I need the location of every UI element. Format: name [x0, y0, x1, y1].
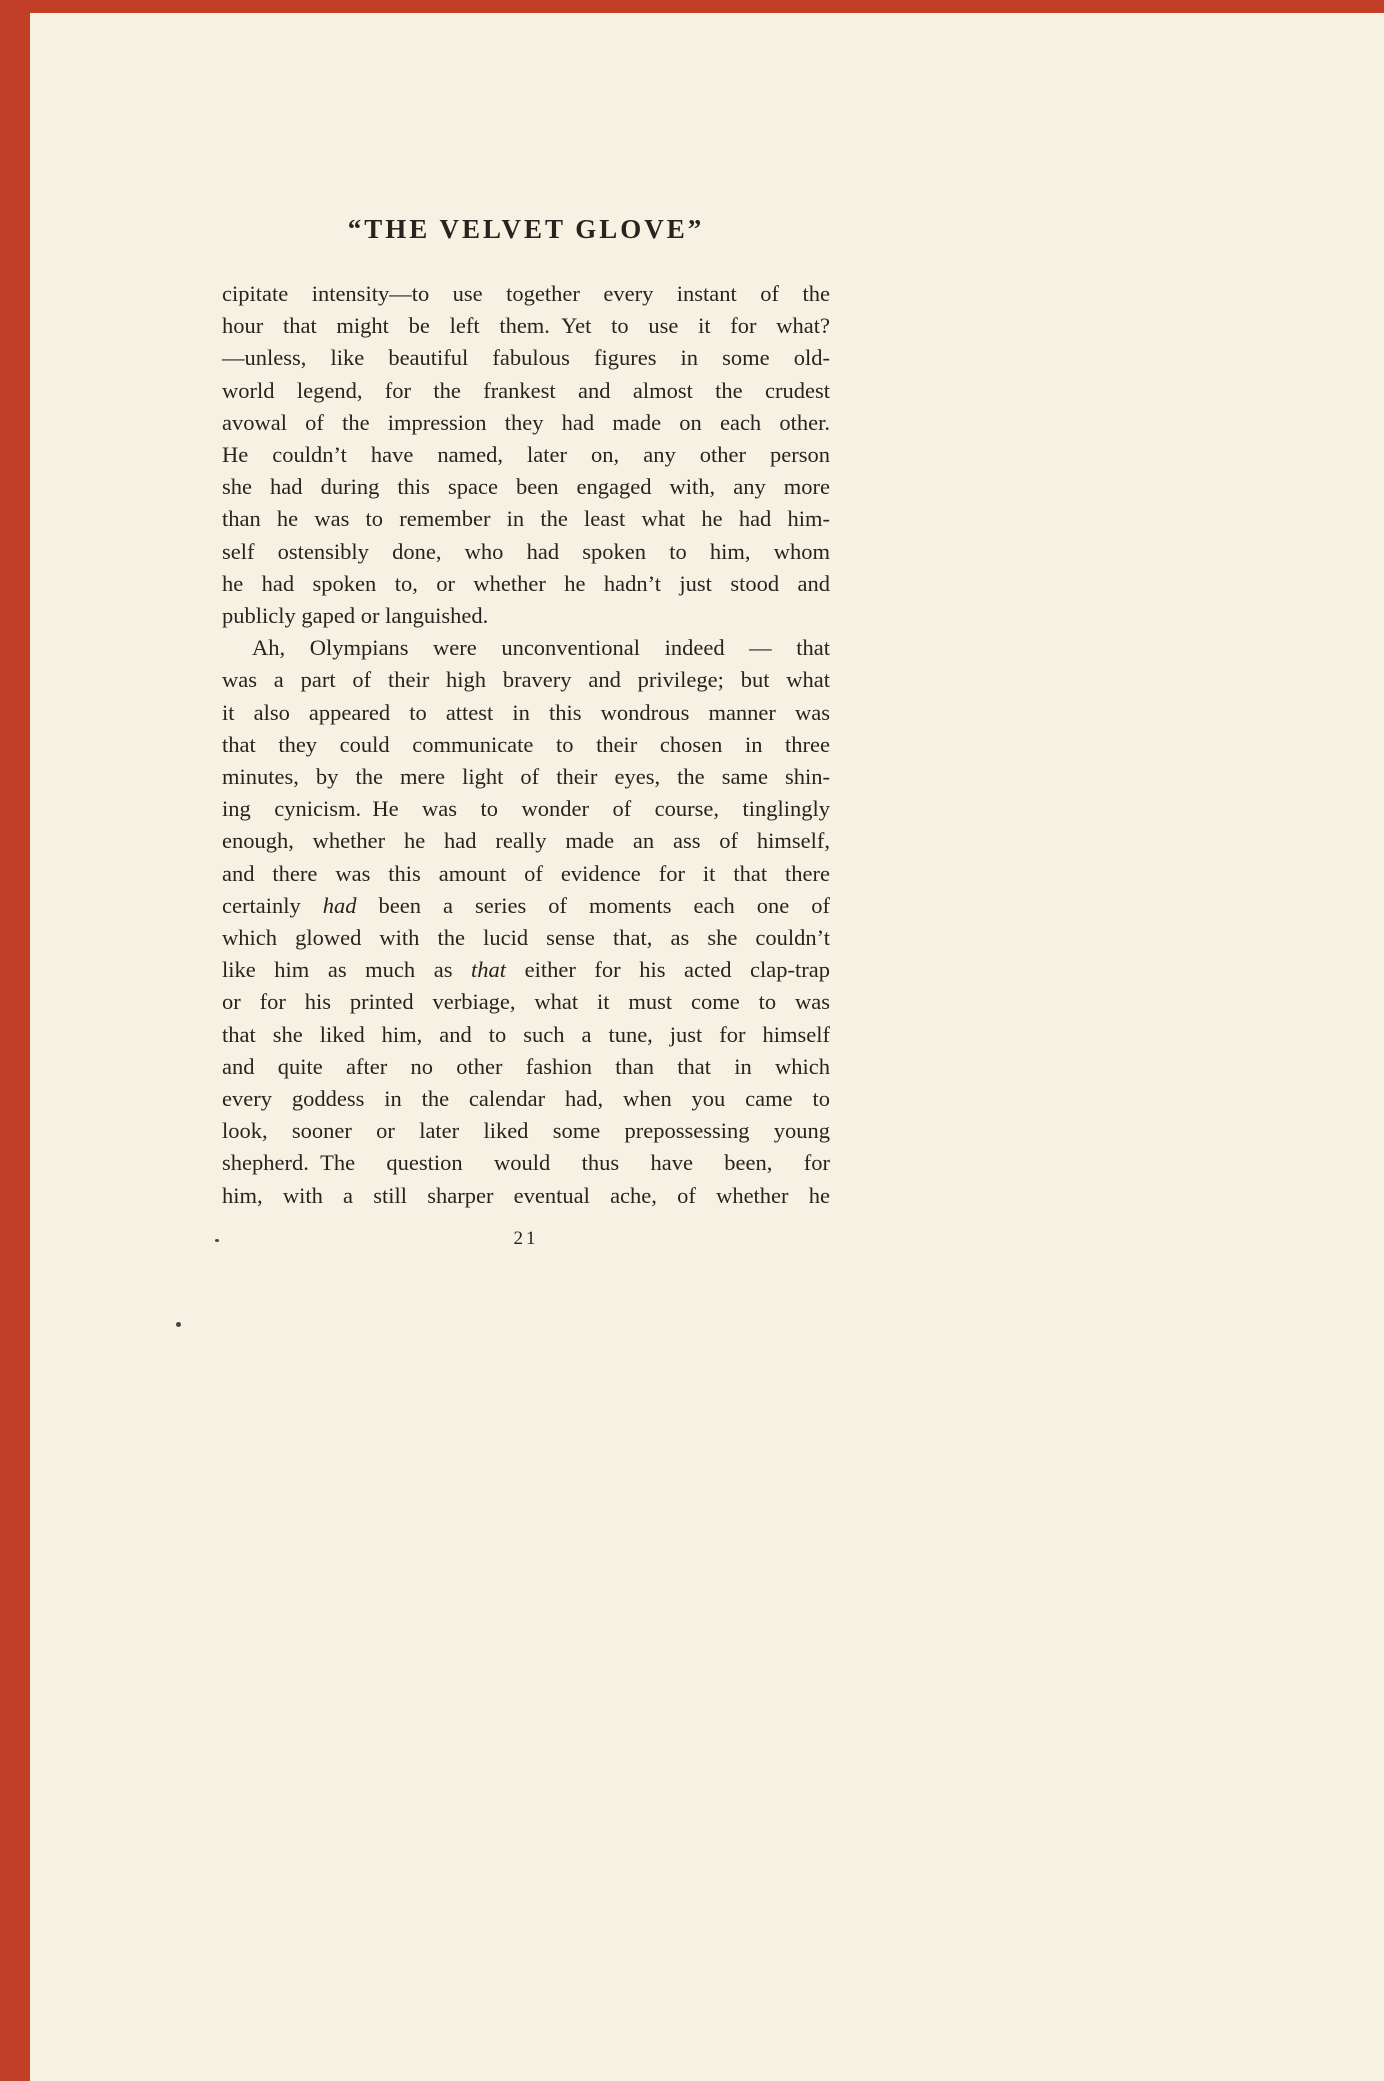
text-line: self ostensibly done, who had spoken to him, whom	[222, 538, 830, 564]
text-line: He couldn’t have named, later on, any other person	[222, 442, 830, 468]
text-line: ing cynicism. He was to wonder of course, tinglingly	[222, 796, 830, 822]
text-line: and quite after no other fashion than that in which	[222, 1053, 830, 1079]
text-line: that they could communicate to their chosen in three	[222, 731, 830, 757]
text-line: she had during this space been engaged with, any more	[222, 474, 830, 500]
text-line: every goddess in the calendar had, when you came to	[222, 1086, 830, 1112]
text-line: enough, whether he had really made an ass of himself,	[222, 828, 830, 854]
text-line: he had spoken to, or whether he hadn’t just stood and	[222, 570, 830, 596]
text-line: certainly had been a series of moments each one of	[222, 892, 830, 918]
scan-speck	[176, 1322, 181, 1327]
body-text	[222, 278, 830, 1212]
text-line: him, with a still sharper eventual ache, of whether he	[222, 1182, 830, 1208]
page-number: 21	[513, 1228, 539, 1249]
text-line: Ah, Olympians were unconventional indeed — that	[252, 635, 830, 661]
text-line: look, sooner or later liked some prepossessing young	[222, 1118, 830, 1144]
text-line: publicly gaped or languished.	[222, 603, 489, 629]
text-line: avowal of the impression they had made on each other.	[222, 409, 830, 435]
scan-edge-top	[0, 0, 1384, 13]
scan-edge-left	[0, 0, 30, 2081]
text-line: cipitate intensity—to use together every instant of the	[222, 281, 830, 306]
text-line: or for his printed verbiage, what it must come to was	[222, 989, 830, 1015]
text-line: it also appeared to attest in this wondrous manner was	[222, 699, 830, 725]
text-line: and there was this amount of evidence for it that there	[222, 860, 830, 886]
text-line: than he was to remember in the least what he had him-	[222, 506, 830, 532]
chapter-title: “THE VELVET GLOVE”	[347, 214, 705, 244]
text-line: minutes, by the mere light of their eyes, the same shin-	[222, 764, 830, 790]
text-line: was a part of their high bravery and privilege; but what	[222, 667, 830, 693]
text-line: which glowed with the lucid sense that, as she couldn’t	[222, 925, 830, 951]
text-line: shepherd. The question would thus have been, for	[222, 1150, 830, 1176]
text-line: world legend, for the frankest and almost the crudest	[222, 377, 830, 403]
text-line: like him as much as that either for his acted clap-trap	[222, 957, 831, 983]
scan-speck	[215, 1239, 219, 1242]
text-line: —unless, like beautiful fabulous figures in some old-	[222, 345, 830, 371]
text-line: hour that might be left them. Yet to use it for what?	[222, 313, 830, 339]
text-line: that she liked him, and to such a tune, just for himself	[222, 1021, 830, 1047]
